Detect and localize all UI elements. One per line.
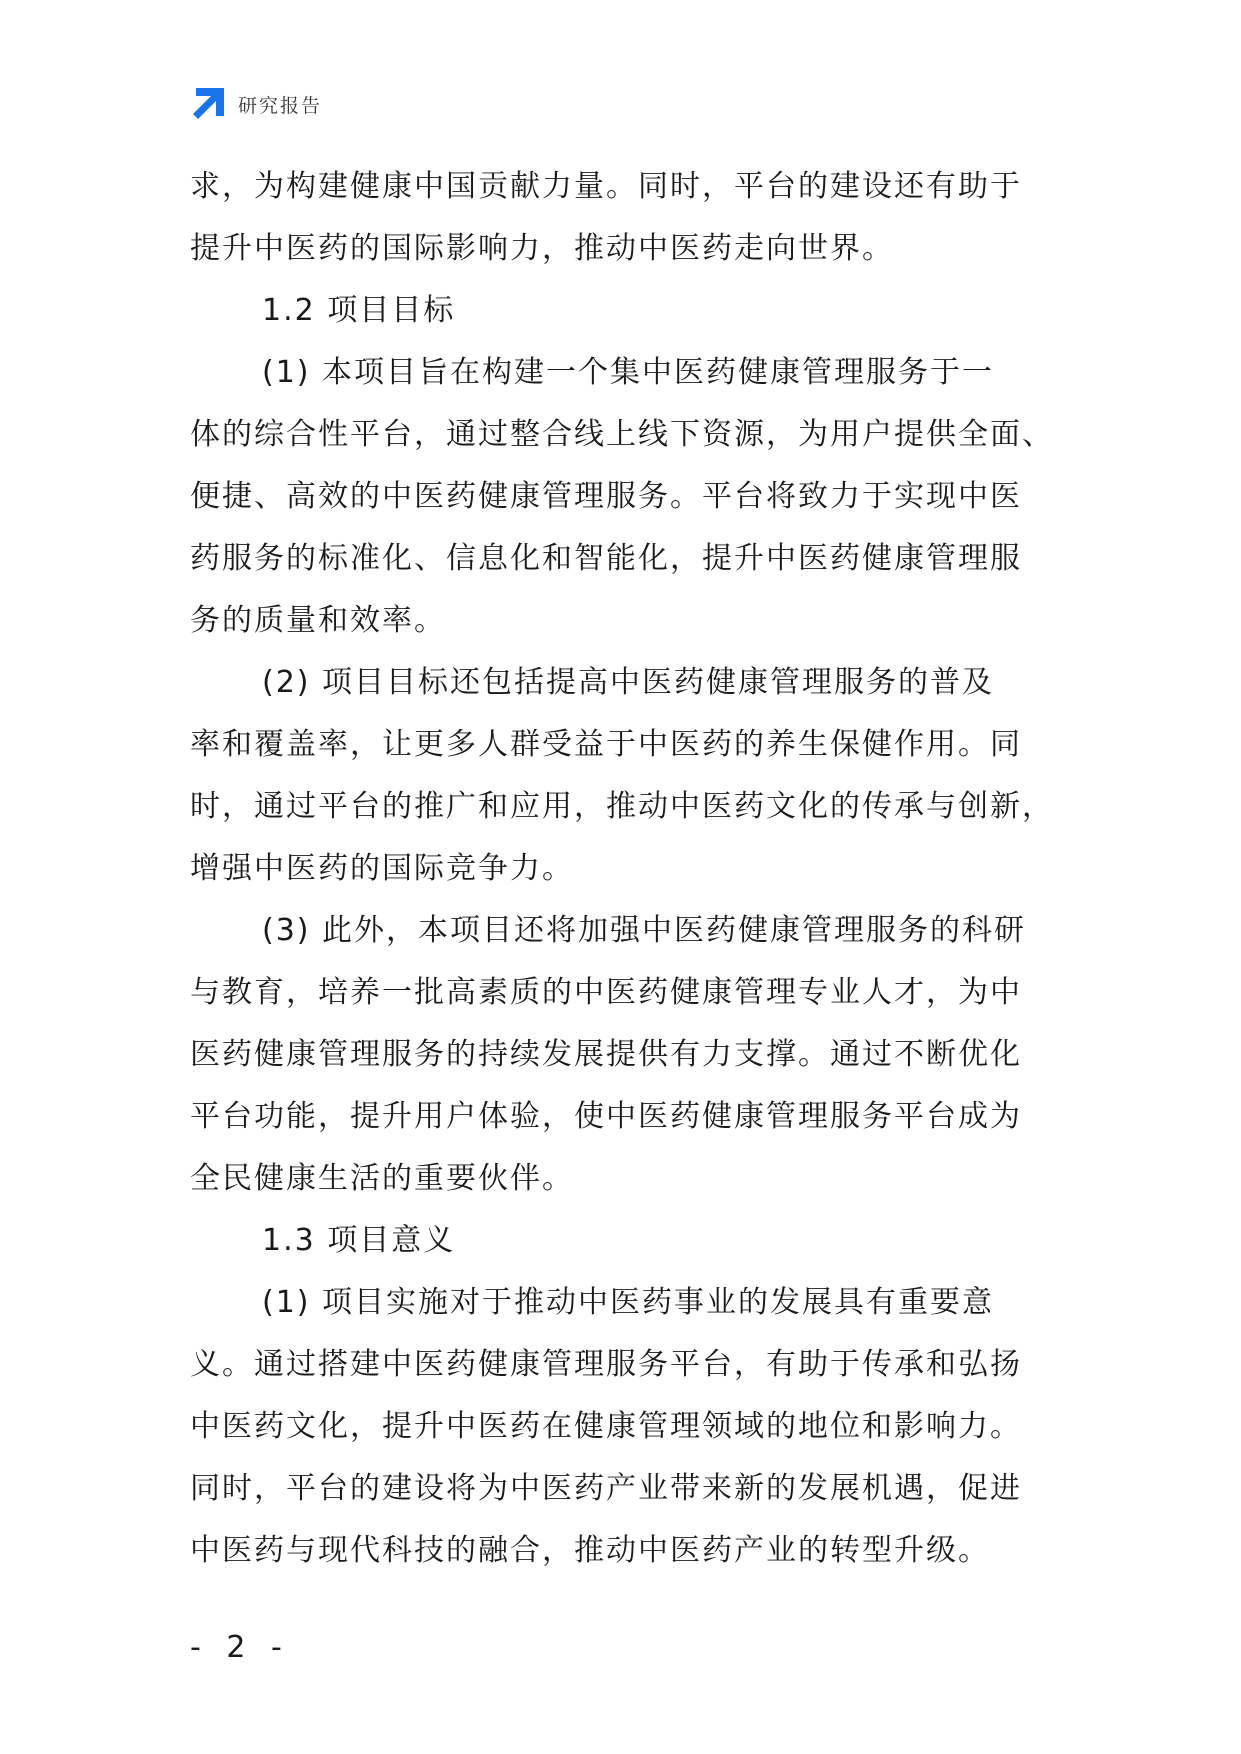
body-line: 平台功能，提升用户体验，使中医药健康管理服务平台成为 (190, 1099, 1022, 1134)
section-heading: 1.2 项目目标 (262, 293, 456, 328)
header-label: 研究报告 (238, 94, 323, 117)
arrow-up-right-logo-icon (190, 86, 226, 122)
body-line: 药服务的标准化、信息化和智能化，提升中医药健康管理服 (190, 541, 1022, 576)
body-line: 医药健康管理服务的持续发展提供有力支撑。通过不断优化 (190, 1037, 1022, 1072)
body-line: 求，为构建健康中国贡献力量。同时，平台的建设还有助于 (190, 169, 1022, 204)
body-line: 率和覆盖率，让更多人群受益于中医药的养生保健作用。同 (190, 727, 1022, 762)
body-line: 同时，平台的建设将为中医药产业带来新的发展机遇，促进 (190, 1471, 1022, 1506)
body-line: 提升中医药的国际影响力，推动中医药走向世界。 (190, 231, 894, 266)
body-line: 便捷、高效的中医药健康管理服务。平台将致力于实现中医 (190, 479, 1022, 514)
body-line: 义。通过搭建中医药健康管理服务平台，有助于传承和弘扬 (190, 1347, 1022, 1382)
body-line: 中医药与现代科技的融合，推动中医药产业的转型升级。 (190, 1533, 990, 1568)
body-line: (2) 项目目标还包括提高中医药健康管理服务的普及 (262, 665, 995, 700)
page-header (190, 86, 322, 122)
page-number: - 2 - (190, 1630, 290, 1665)
document-body (190, 156, 1060, 1582)
body-line: 务的质量和效率。 (190, 603, 446, 638)
body-line: (1) 本项目旨在构建一个集中医药健康管理服务于一 (262, 355, 995, 390)
body-line: 增强中医药的国际竞争力。 (190, 851, 574, 886)
body-line: 全民健康生活的重要伙伴。 (190, 1161, 574, 1196)
body-line: (3) 此外，本项目还将加强中医药健康管理服务的科研 (262, 913, 1027, 948)
body-line: 体的综合性平台，通过整合线上线下资源，为用户提供全面、 (190, 417, 1054, 452)
body-line: 时，通过平台的推广和应用，推动中医药文化的传承与创新， (190, 789, 1054, 824)
section-heading: 1.3 项目意义 (262, 1223, 456, 1258)
body-line: 中医药文化，提升中医药在健康管理领域的地位和影响力。 (190, 1409, 1022, 1444)
body-line: (1) 项目实施对于推动中医药事业的发展具有重要意 (262, 1285, 995, 1320)
body-line: 与教育，培养一批高素质的中医药健康管理专业人才，为中 (190, 975, 1022, 1010)
